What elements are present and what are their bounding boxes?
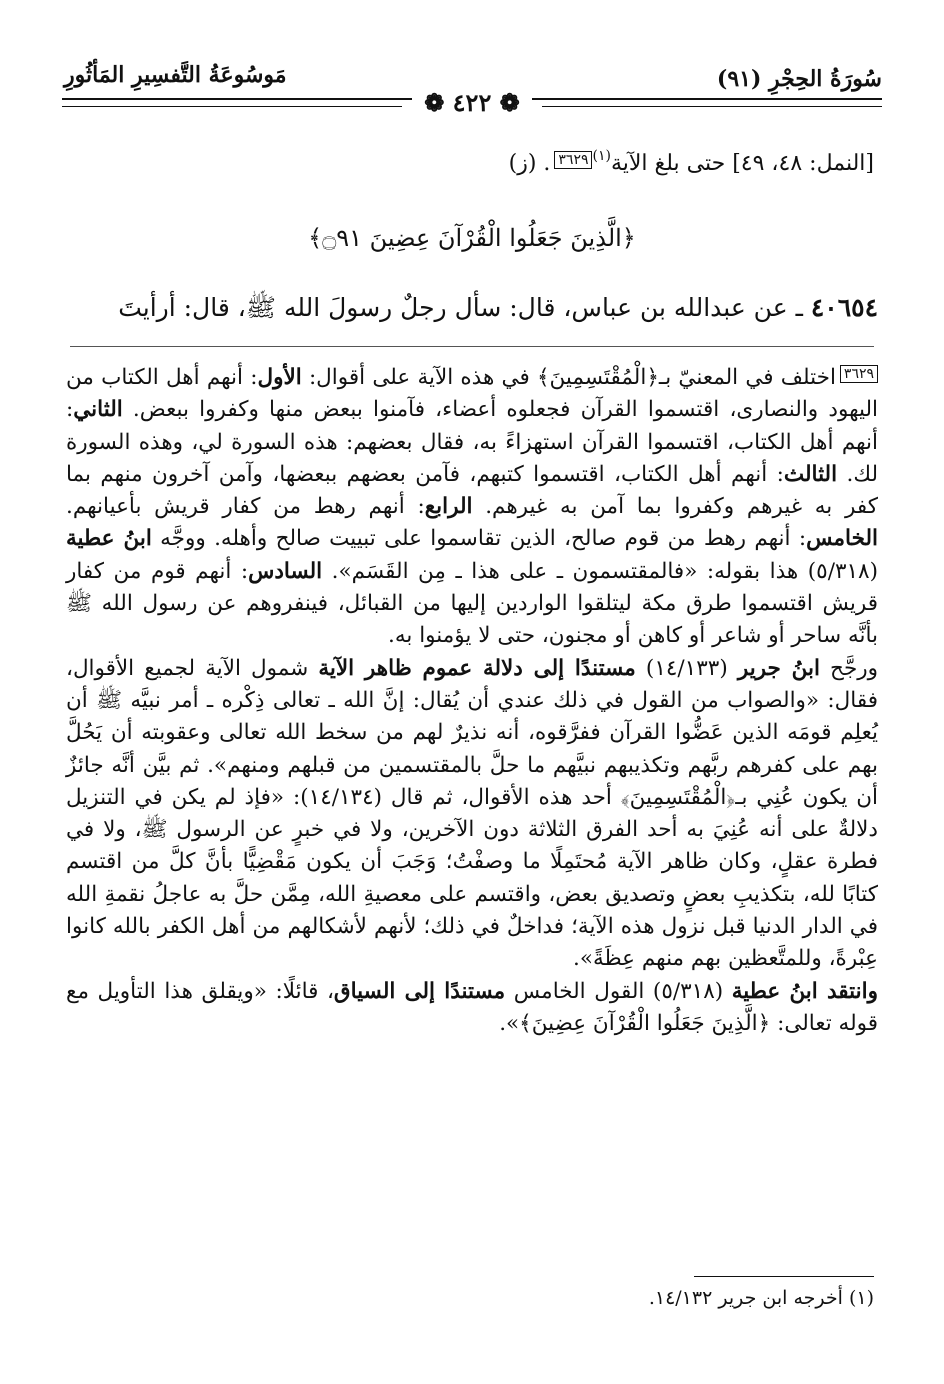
top-line-tail: . (ز): [508, 151, 551, 176]
top-line-text: [النمل: ٤٨، ٤٩] حتى بلغ الآية: [610, 151, 874, 176]
note-paragraph-1-text: [66, 365, 878, 648]
note-3-segment: ، قائلًا: «ويقلق هذا التأويل مع قوله تعالى: ﴿الَّذِينَ جَعَلُوا الْقُرْآنَ عِضِينَ﴾».: [66, 978, 878, 1036]
note-1-segment: : أنهم أهل الكتاب، اقتسموا كتبهم، فآمن بعضهم ببعضها، وآمن آخرون منهم بما كفر به غيرهم وكفروا بما آمن به غيرهم.: [66, 461, 878, 520]
note-3-segment: مستندًا إلى السياق: [333, 978, 506, 1004]
note-1-segment: الأول: [257, 365, 302, 390]
note-2-segment: ورجَّح: [819, 655, 878, 681]
note-1-segment: (٥/٣١٨) هذا بقوله: «فالمقتسمون ـ على هذا ـ مِن القَسَم».: [322, 558, 878, 584]
note-2-segment: (١٤/١٣٣): [635, 655, 738, 681]
note-1-segment: : أنهم رهط من كفار قريش بأعيانهم.: [66, 494, 425, 520]
note-2-segment: ابنُ جرير: [737, 655, 820, 681]
note-number-box: ٣٦٢٩: [840, 365, 878, 383]
note-2-segment: شمول الآية لجميع الأقوال، فقال: «والصواب من القول في ذلك عندي أن يُقال: إنَّ الله ـ تعالى ذِكْره ـ أمر نبيَّه ﷺ أن يُعلِم قومَه الذين عَضُّوا القرآن ففرَّقوه، أنه نذيرٌ لهم من سخط الله تعالى وعقوبته أن يَحُلَّ بهم على كفرهم ربَّهم وتكذيبهم نبيَّهم ما حلَّ بالمقتسمين من قبلهم ومنهم». ثم بيَّن أنَّه جائزٌ أن يكون عُنِي بـ﴿الْمُقْتَسِمِينَ﴾ أحد هذه الأقوال، ثم قال (١٤/١٣٤): «فإذ لم يكن في التنزيل دلالةٌ على أنه عُنِيَ به أحد الفرق الثلاثة دون الآخرين، ولا في خبرٍ عن الرسول ﷺ، ولا في فطرة عقلٍ، وكان ظاهر الآية مُحتَمِلًا ما وصفْتُ؛ وَجَبَ أن يكون مَقْضِيًّا بأنَّ كلَّ من اقتسم كتابًا لله، بتكذيبِ بعضٍ وتصديق بعض، واقتسم على معصيةِ الله، مِمَّن حلَّ به عاجلُ نقمةِ الله في الدار الدنيا قبل نزول هذه الآية؛ فداخلٌ في ذلك؛ لأنهم لأشكالهم من أهل الكفر بالله كانوا عِبْرةً، وللمتَّعظين بهم منهم عِظَةً».: [66, 655, 878, 972]
note-marker-box[interactable]: ٣٦٢٩: [554, 151, 592, 169]
note-1-segment: الثالث: [783, 461, 838, 487]
section-divider: [70, 346, 874, 347]
hadith-text: ـ عن عبدالله بن عباس، قال: سأل رجلٌ رسولَ الله ﷺ، قال: أرأيتَ: [118, 293, 803, 322]
note-1-segment: الخامس: [806, 526, 878, 552]
note-paragraph-1: [66, 362, 878, 653]
footnote: (١) أخرجه ابن جرير ١٤/١٣٢.: [648, 1287, 874, 1309]
verse-heading: ﴿الَّذِينَ جَعَلُوا الْقُرْآنَ عِضِينَ ۝٩١﴾: [308, 224, 636, 252]
note-paragraph-3: [66, 976, 878, 1041]
note-1-segment: الرابع: [424, 494, 473, 520]
note-2-segment: مستندًا إلى دلالة عموم ظاهر الآية: [318, 655, 636, 681]
surah-title: سُورَةُ الحِجْرِ (٩١): [716, 66, 882, 92]
note-1-segment: : أنهم قوم من كفار قريش اقتسموا طرق مكة ليتلقوا الواردين إليها من القبائل، فينفروهم عن رسول الله ﷺ بأنَّه ساحر أو شاعر أو كاهن أو مجنون، حتى لا يؤمنوا به.: [66, 558, 878, 649]
page-number-wrap: [0, 88, 944, 117]
page-number-value: ٤٢٢: [452, 88, 492, 117]
commentary-notes: [66, 362, 878, 1040]
note-1-segment: اختلف في المعنيّ بـ﴿الْمُقْتَسِمِينَ﴾ في هذه الآية على أقوال:: [301, 365, 836, 390]
note-1-segment: : أنهم أهل الكتاب من اليهود والنصارى، اقتسموا القرآن فجعلوه أعضاء، فآمنوا ببعض منها وكفروا ببعض.: [66, 365, 878, 423]
note-1-segment: : أنهم أهل الكتاب، اقتسموا القرآن استهزاءً به، فقال بعضهم: هذه السورة لي، وهذه السورة لك.: [66, 397, 879, 487]
page-number: ❁ ٤٢٢ ❁: [412, 88, 532, 117]
footnote-rule: [694, 1276, 874, 1277]
note-3-segment: (٥/٣١٨) القول الخامس: [505, 978, 732, 1004]
book-title: مَوسُوعَةُ التَّفسِيرِ المَأثُورِ: [64, 62, 287, 88]
footnote-ref[interactable]: (١): [592, 148, 611, 164]
note-1-segment: : أنهم رهط من قوم صالح، الذين تقاسموا على تبييت صالح وأهله. ووجَّه: [151, 526, 807, 552]
note-1-segment: السادس: [248, 558, 323, 584]
top-line: [70, 141, 874, 179]
note-1-segment: ابنُ عطية: [66, 526, 152, 552]
hadith-number: ٤٠٦٥٤: [810, 293, 878, 322]
note-1-segment: الثاني: [73, 397, 123, 423]
hadith-line: [66, 291, 878, 325]
note-3-segment: وانتقد ابنُ عطية: [731, 978, 878, 1004]
note-paragraph-2: [66, 653, 878, 976]
